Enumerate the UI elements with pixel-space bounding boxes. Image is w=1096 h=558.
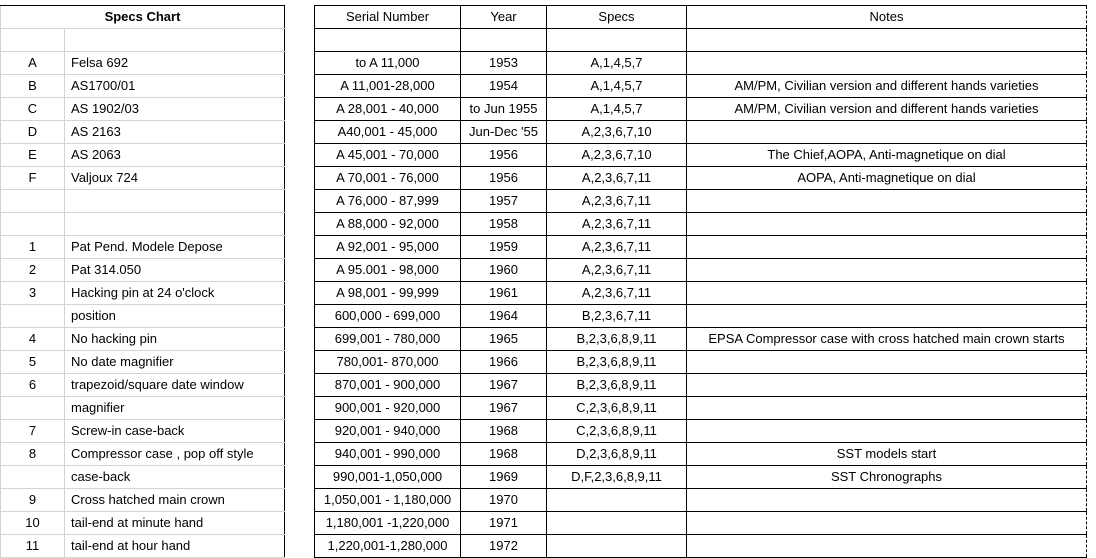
- year-cell: 1972: [461, 535, 547, 558]
- serial-table-row: [315, 75, 1087, 98]
- year-cell: 1960: [461, 259, 547, 282]
- serial-table-row: [315, 236, 1087, 259]
- notes-cell: [687, 351, 1087, 374]
- spec-key: 3: [1, 282, 65, 305]
- serial-table-header-row: [315, 6, 1087, 29]
- serial-table-row: [315, 512, 1087, 535]
- spec-key: A: [1, 52, 65, 75]
- year-cell: 1964: [461, 305, 547, 328]
- spec-key: D: [1, 121, 65, 144]
- specs-cell: [547, 512, 687, 535]
- specs-cell: A,2,3,6,7,11: [547, 282, 687, 305]
- spec-key: 2: [1, 259, 65, 282]
- serial-number-cell: 699,001 - 780,000: [315, 328, 461, 351]
- specs-cell: A,1,4,5,7: [547, 52, 687, 75]
- notes-cell: [687, 29, 1087, 52]
- notes-cell: The Chief,AOPA, Anti-magnetique on dial: [687, 144, 1087, 167]
- specs-cell: B,2,3,6,8,9,11: [547, 328, 687, 351]
- spec-key: 4: [1, 328, 65, 351]
- serial-table-row: [315, 489, 1087, 512]
- specs-cell: B,2,3,6,7,11: [547, 305, 687, 328]
- serial-table-row: [315, 305, 1087, 328]
- spec-description: Pat 314.050: [65, 259, 285, 282]
- spec-key: 10: [1, 512, 65, 535]
- serial-table-row: [315, 466, 1087, 489]
- specs-chart-row: [1, 397, 285, 420]
- spec-key: 9: [1, 489, 65, 512]
- specs-chart-row: [1, 29, 285, 52]
- specs-chart-row: [1, 351, 285, 374]
- serial-table-row: [315, 98, 1087, 121]
- serial-number-cell: A 88,000 - 92,000: [315, 213, 461, 236]
- notes-cell: [687, 420, 1087, 443]
- serial-table-row: [315, 351, 1087, 374]
- year-cell: Jun-Dec '55: [461, 121, 547, 144]
- spec-key: F: [1, 167, 65, 190]
- year-cell: 1971: [461, 512, 547, 535]
- notes-cell: [687, 374, 1087, 397]
- spec-description: position: [65, 305, 285, 328]
- spec-key: 5: [1, 351, 65, 374]
- year-cell: 1956: [461, 167, 547, 190]
- serial-table-row: [315, 52, 1087, 75]
- spec-description: Valjoux 724: [65, 167, 285, 190]
- spec-key: [1, 466, 65, 489]
- serial-table-row: [315, 213, 1087, 236]
- serial-number-cell: 990,001-1,050,000: [315, 466, 461, 489]
- notes-cell: AM/PM, Civilian version and different hands varieties: [687, 98, 1087, 121]
- specs-chart-row: [1, 282, 285, 305]
- year-cell: 1967: [461, 374, 547, 397]
- specs-chart-row: [1, 190, 285, 213]
- spec-description: Screw-in case-back: [65, 420, 285, 443]
- serial-number-cell: 1,180,001 -1,220,000: [315, 512, 461, 535]
- specs-chart-row: [1, 75, 285, 98]
- notes-cell: [687, 213, 1087, 236]
- serial-number-cell: A 11,001-28,000: [315, 75, 461, 98]
- serial-number-cell: A 92,001 - 95,000: [315, 236, 461, 259]
- notes-cell: [687, 305, 1087, 328]
- year-cell: to Jun 1955: [461, 98, 547, 121]
- serial-number-cell: A 95.001 - 98,000: [315, 259, 461, 282]
- serial-number-cell: 1,220,001-1,280,000: [315, 535, 461, 558]
- year-cell: 1958: [461, 213, 547, 236]
- specs-cell: A,1,4,5,7: [547, 75, 687, 98]
- year-cell: 1970: [461, 489, 547, 512]
- spec-description: tail-end at hour hand: [65, 535, 285, 558]
- serial-table-row: [315, 374, 1087, 397]
- spec-description: AS 2063: [65, 144, 285, 167]
- spec-key: 1: [1, 236, 65, 259]
- specs-chart-row: [1, 374, 285, 397]
- spec-key: [1, 29, 65, 52]
- notes-cell: [687, 190, 1087, 213]
- serial-table-row: [315, 259, 1087, 282]
- specs-cell: A,2,3,6,7,11: [547, 167, 687, 190]
- specs-chart-row: [1, 98, 285, 121]
- header-specs: Specs: [547, 6, 687, 29]
- serial-number-cell: A40,001 - 45,000: [315, 121, 461, 144]
- specs-cell: A,2,3,6,7,11: [547, 236, 687, 259]
- year-cell: 1961: [461, 282, 547, 305]
- specs-cell: A,2,3,6,7,11: [547, 259, 687, 282]
- serial-number-cell: A 70,001 - 76,000: [315, 167, 461, 190]
- serial-number-cell: 940,001 - 990,000: [315, 443, 461, 466]
- spec-description: [65, 190, 285, 213]
- specs-chart-row: [1, 167, 285, 190]
- specs-chart-row: [1, 328, 285, 351]
- year-cell: 1954: [461, 75, 547, 98]
- specs-cell: [547, 535, 687, 558]
- notes-cell: [687, 282, 1087, 305]
- spec-key: [1, 190, 65, 213]
- specs-cell: A,2,3,6,7,10: [547, 144, 687, 167]
- specs-chart-row: [1, 466, 285, 489]
- notes-cell: [687, 259, 1087, 282]
- serial-number-cell: 900,001 - 920,000: [315, 397, 461, 420]
- serial-table-row: [315, 328, 1087, 351]
- year-cell: 1957: [461, 190, 547, 213]
- specs-chart-row: [1, 535, 285, 558]
- spec-description: [65, 213, 285, 236]
- notes-cell: [687, 52, 1087, 75]
- specs-cell: A,2,3,6,7,11: [547, 213, 687, 236]
- spec-key: C: [1, 98, 65, 121]
- specs-chart-row: [1, 236, 285, 259]
- specs-chart-row: [1, 420, 285, 443]
- serial-table-row: [315, 121, 1087, 144]
- specs-chart-row: [1, 52, 285, 75]
- spec-key: [1, 305, 65, 328]
- serial-number-cell: 920,001 - 940,000: [315, 420, 461, 443]
- spec-key: E: [1, 144, 65, 167]
- spec-key: 8: [1, 443, 65, 466]
- year-cell: 1969: [461, 466, 547, 489]
- serial-table-row: [315, 420, 1087, 443]
- year-cell: 1966: [461, 351, 547, 374]
- year-cell: 1968: [461, 420, 547, 443]
- notes-cell: AM/PM, Civilian version and different hands varieties: [687, 75, 1087, 98]
- spec-description: Cross hatched main crown: [65, 489, 285, 512]
- serial-number-cell: A 45,001 - 70,000: [315, 144, 461, 167]
- serial-number-cell: 780,001- 870,000: [315, 351, 461, 374]
- specs-cell: B,2,3,6,8,9,11: [547, 351, 687, 374]
- notes-cell: [687, 489, 1087, 512]
- specs-chart-row: [1, 121, 285, 144]
- notes-cell: EPSA Compressor case with cross hatched main crown starts: [687, 328, 1087, 351]
- specs-chart-row: [1, 489, 285, 512]
- serial-table-row: [315, 282, 1087, 305]
- serial-table-row: [315, 535, 1087, 558]
- specs-cell: A,1,4,5,7: [547, 98, 687, 121]
- spec-description: Felsa 692: [65, 52, 285, 75]
- specs-chart-row: [1, 259, 285, 282]
- year-cell: [461, 29, 547, 52]
- specs-cell: A,2,3,6,7,10: [547, 121, 687, 144]
- specs-chart-row: [1, 213, 285, 236]
- spec-description: AS1700/01: [65, 75, 285, 98]
- spec-description: No date magnifier: [65, 351, 285, 374]
- serial-number-table: [314, 5, 1087, 558]
- specs-chart-row: [1, 512, 285, 535]
- specs-chart-row: [1, 305, 285, 328]
- spec-description: AS 2163: [65, 121, 285, 144]
- spec-description: AS 1902/03: [65, 98, 285, 121]
- spec-key: 11: [1, 535, 65, 558]
- spec-key: [1, 397, 65, 420]
- serial-table-row: [315, 167, 1087, 190]
- notes-cell: [687, 535, 1087, 558]
- year-cell: 1967: [461, 397, 547, 420]
- year-cell: 1965: [461, 328, 547, 351]
- serial-number-cell: 1,050,001 - 1,180,000: [315, 489, 461, 512]
- spec-key: B: [1, 75, 65, 98]
- specs-cell: [547, 489, 687, 512]
- notes-cell: [687, 236, 1087, 259]
- specs-chart-table: [0, 5, 285, 558]
- serial-number-cell: A 98,001 - 99,999: [315, 282, 461, 305]
- specs-cell: B,2,3,6,8,9,11: [547, 374, 687, 397]
- year-cell: 1968: [461, 443, 547, 466]
- specs-cell: C,2,3,6,8,9,11: [547, 420, 687, 443]
- spec-key: 6: [1, 374, 65, 397]
- spec-description: Compressor case , pop off style: [65, 443, 285, 466]
- serial-number-cell: A 28,001 - 40,000: [315, 98, 461, 121]
- notes-cell: AOPA, Anti-magnetique on dial: [687, 167, 1087, 190]
- specs-cell: C,2,3,6,8,9,11: [547, 397, 687, 420]
- notes-cell: [687, 121, 1087, 144]
- spec-description: tail-end at minute hand: [65, 512, 285, 535]
- specs-chart-row: [1, 443, 285, 466]
- specs-chart-header-row: [1, 6, 285, 29]
- specs-cell: D,2,3,6,8,9,11: [547, 443, 687, 466]
- serial-number-cell: 600,000 - 699,000: [315, 305, 461, 328]
- specs-chart-title: Specs Chart: [1, 6, 285, 29]
- serial-table-row: [315, 29, 1087, 52]
- notes-cell: [687, 512, 1087, 535]
- header-serial-number: Serial Number: [315, 6, 461, 29]
- serial-number-cell: to A 11,000: [315, 52, 461, 75]
- serial-number-cell: [315, 29, 461, 52]
- notes-cell: SST Chronographs: [687, 466, 1087, 489]
- year-cell: 1953: [461, 52, 547, 75]
- spec-description: magnifier: [65, 397, 285, 420]
- spec-description: No hacking pin: [65, 328, 285, 351]
- spec-key: [1, 213, 65, 236]
- spec-description: Pat Pend. Modele Depose: [65, 236, 285, 259]
- spec-description: Hacking pin at 24 o'clock: [65, 282, 285, 305]
- year-cell: 1956: [461, 144, 547, 167]
- serial-table-row: [315, 144, 1087, 167]
- serial-number-cell: A 76,000 - 87,999: [315, 190, 461, 213]
- spec-key: 7: [1, 420, 65, 443]
- serial-table-row: [315, 190, 1087, 213]
- notes-cell: SST models start: [687, 443, 1087, 466]
- specs-cell: [547, 29, 687, 52]
- specs-cell: D,F,2,3,6,8,9,11: [547, 466, 687, 489]
- header-year: Year: [461, 6, 547, 29]
- notes-cell: [687, 397, 1087, 420]
- serial-table-row: [315, 443, 1087, 466]
- specs-cell: A,2,3,6,7,11: [547, 190, 687, 213]
- specs-chart-row: [1, 144, 285, 167]
- year-cell: 1959: [461, 236, 547, 259]
- serial-table-row: [315, 397, 1087, 420]
- header-notes: Notes: [687, 6, 1087, 29]
- serial-number-cell: 870,001 - 900,000: [315, 374, 461, 397]
- spec-description: trapezoid/square date window: [65, 374, 285, 397]
- spec-description: case-back: [65, 466, 285, 489]
- spec-description: [65, 29, 285, 52]
